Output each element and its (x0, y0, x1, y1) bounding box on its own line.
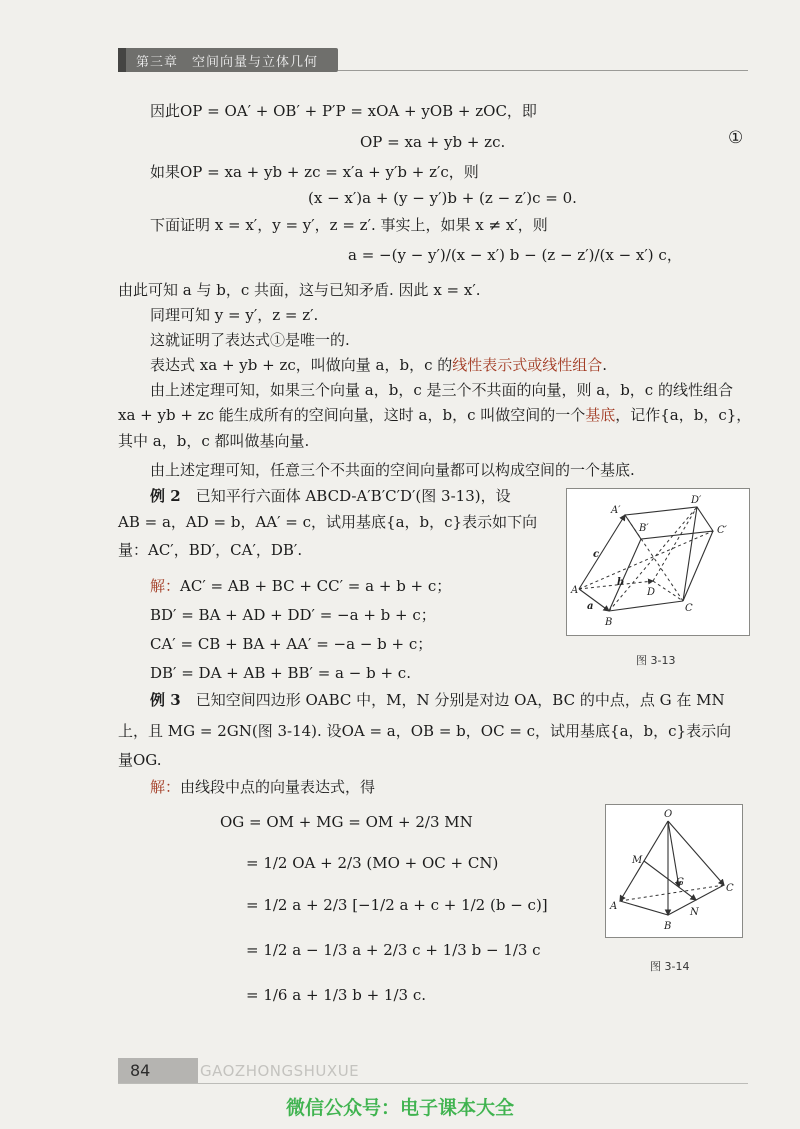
text-line: 因此OP = OA′ + OB′ + P′P = xOA + yOB + zOC，即 (150, 102, 537, 120)
label-M: M (632, 855, 643, 866)
solution-line (150, 777, 375, 797)
text-line: 由上述定理可知，如果三个向量 a，b，c 是三个不共面的向量，则 a，b，c 的线性组合 (150, 381, 733, 399)
label-D-prime: D′ (691, 495, 702, 506)
label-vector-a: a (587, 601, 594, 612)
label-A: A (610, 901, 618, 912)
text-line: 由上述定理可知，任意三个不共面的空间向量都可以构成空间的一个基底. (150, 461, 635, 479)
figure-caption: 图 3-13 (636, 654, 676, 667)
basis-term: 基底 (585, 406, 616, 424)
label-C: C (685, 603, 693, 614)
solution-line (150, 576, 451, 596)
series-brand: GAOZHONGSHUXUE (200, 1062, 360, 1080)
example-3-label: 例 3 (150, 691, 181, 709)
figure-tetrahedron (605, 804, 743, 938)
equation: = 1/6 a + 1/3 b + 1/3 c. (246, 986, 426, 1004)
basis-notation: ，记作{a，b，c}， (615, 406, 752, 424)
figure-caption: 图 3-14 (650, 960, 690, 973)
solution-label: 解： (150, 577, 181, 595)
text-line: 如果OP = xa + yb + zc = x′a + y′b + z′c，则 (150, 163, 479, 181)
example-3-line (150, 690, 725, 710)
watermark-text: 微信公众号：电子课本大全 (285, 1097, 514, 1119)
definition-text: 表达式 xa + yb + zc，叫做向量 a，b，c 的 (150, 356, 453, 374)
label-A-prime: A′ (611, 505, 621, 516)
label-B-prime: B′ (639, 523, 649, 534)
definition-term: 线性表示式或线性组合 (452, 356, 603, 374)
example-2-label: 例 2 (150, 487, 181, 505)
label-N: N (690, 907, 699, 918)
label-G: G (676, 877, 684, 888)
equation: CA′ = CB + BA + AA′ = −a − b + c； (150, 635, 433, 653)
label-A: A (571, 585, 579, 596)
solution-text: 由线段中点的向量表达式，得 (180, 778, 376, 796)
equation: DB′ = DA + AB + BB′ = a − b + c. (150, 664, 411, 682)
text-line: 量：AC′，BD′，CA′，DB′. (118, 541, 303, 559)
example-2-text: 已知平行六面体 ABCD-A′B′C′D′(图 3-13)，设 (195, 487, 511, 505)
basis-text: xa + yb + zc 能生成所有的空间向量，这时 a，b，c 叫做空间的一个 (118, 406, 586, 424)
equation: OG = OM + MG = OM + 2/3 MN (220, 813, 473, 831)
footer-rule (118, 1083, 748, 1084)
text-line: 其中 a，b，c 都叫做基向量. (118, 432, 310, 450)
chapter-header-mark (118, 48, 126, 72)
text-line: 量OG. (118, 751, 162, 769)
solution-label: 解： (150, 778, 181, 796)
label-O: O (664, 809, 673, 820)
equation-number: ① (728, 128, 744, 148)
label-C-prime: C′ (717, 525, 727, 536)
equation-1: OP = xa + yb + zc. (360, 133, 506, 151)
equation: = 1/2 a − 1/3 a + 2/3 c + 1/3 b − 1/3 c (246, 941, 541, 959)
label-B: B (664, 921, 672, 932)
label-C: C (726, 883, 734, 894)
text-line: 同理可知 y = y′，z = z′. (150, 306, 319, 324)
definition-end: . (602, 356, 608, 374)
text-line: 这就证明了表达式①是唯一的. (150, 331, 350, 349)
text-line: 由此可知 a 与 b，c 共面，这与已知矛盾. 因此 x = x′. (118, 281, 481, 299)
header-rule (338, 70, 748, 71)
equation: = 1/2 a + 2/3 [−1/2 a + c + 1/2 (b − c)] (246, 896, 548, 914)
label-vector-b: b (617, 577, 624, 588)
definition-line (150, 355, 607, 375)
solution-text: AC′ = AB + BC + CC′ = a + b + c； (180, 577, 452, 595)
equation: BD′ = BA + AD + DD′ = −a + b + c； (150, 606, 436, 624)
equation: a = −(y − y′)/(x − x′) b − (z − z′)/(x − x′) c， (348, 246, 682, 264)
example-3-text: 已知空间四边形 OABC 中，M，N 分别是对边 OA，BC 的中点，点 G 在 MN (195, 691, 725, 709)
figure-parallelepiped (566, 488, 750, 636)
equation: = 1/2 OA + 2/3 (MO + OC + CN) (246, 854, 499, 872)
label-B: B (605, 617, 613, 628)
equation: (x − x′)a + (y − y′)b + (z − z′)c = 0. (308, 189, 577, 207)
page-number: 84 (130, 1061, 151, 1080)
label-vector-c: c (593, 549, 600, 560)
label-D: D (647, 587, 656, 598)
example-2-line (150, 486, 511, 506)
basis-line (118, 405, 751, 425)
text-line: 上，且 MG = 2GN(图 3-14). 设OA = a，OB = b，OC = c，试用基底{a，b，c}表示向 (118, 722, 732, 740)
text-line: 下面证明 x = x′，y = y′，z = z′. 事实上，如果 x ≠ x′，则 (150, 216, 548, 234)
chapter-title: 第三章 空间向量与立体几何 (136, 55, 319, 70)
text-line: AB = a，AD = b，AA′ = c，试用基底{a，b，c}表示如下向 (118, 513, 538, 531)
